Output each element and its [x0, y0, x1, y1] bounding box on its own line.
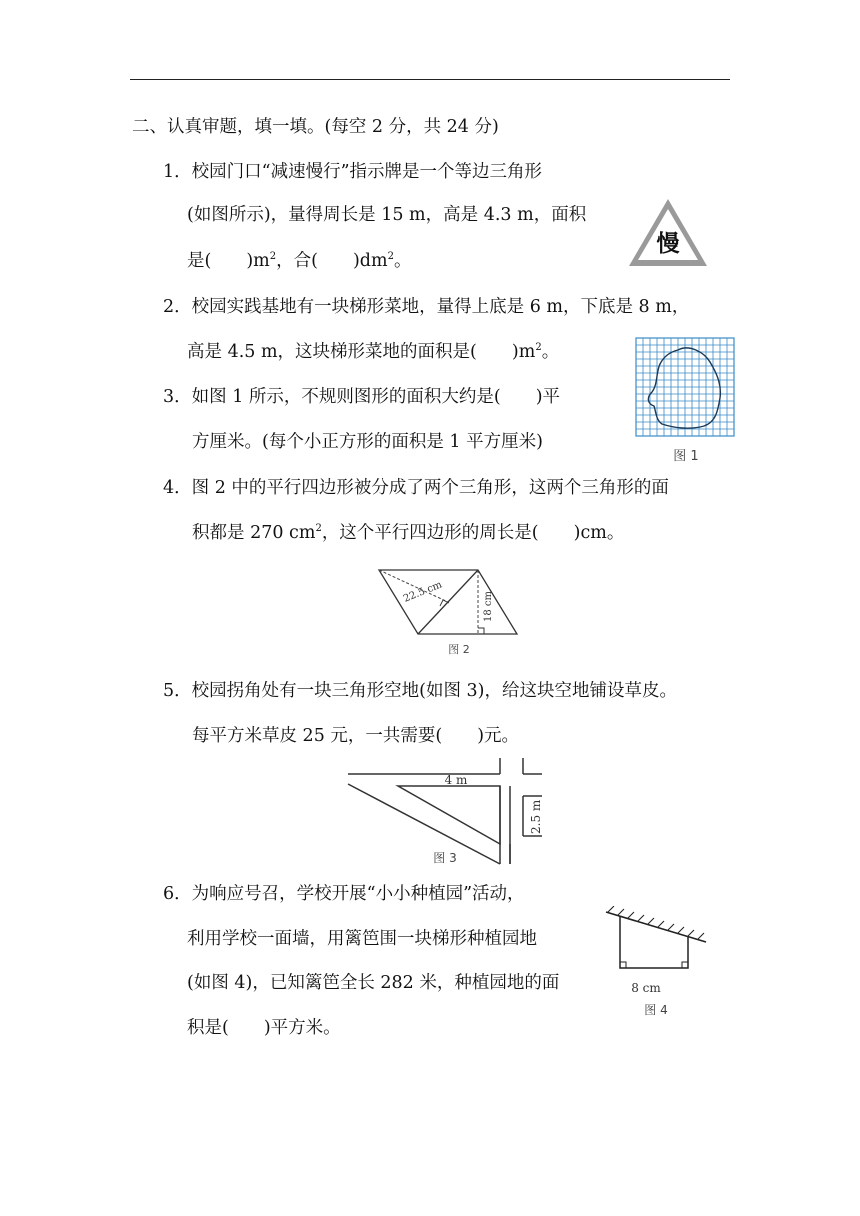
section-title: 二、认真审题，填一填。(每空 2 分，共 24 分)	[132, 117, 499, 137]
q5-line-1: 5．校园拐角处有一块三角形空地(如图 3)，给这块空地铺设草皮。	[163, 681, 677, 701]
q3-line-2: 方厘米。(每个小正方形的面积是 1 平方厘米)	[192, 432, 543, 452]
q2-line-2: 高是 4.5 m，这块梯形菜地的面积是( )$m^2$。	[187, 342, 560, 362]
q3-line-1: 3．如图 1 所示，不规则图形的面积大约是( )平	[163, 387, 561, 407]
slow-sign-figure	[626, 196, 710, 270]
q1-line-2: (如图所示)，量得周长是 15 m，高是 4.3 m，面积	[187, 205, 587, 225]
figure-2-caption: 图 2	[448, 643, 470, 656]
q1-line-1: 1．校园门口“减速慢行”指示牌是一个等边三角形	[163, 162, 543, 182]
q5-line-2: 每平方米草皮 25 元，一共需要( )元。	[192, 726, 520, 746]
q2-line-1: 2．校园实践基地有一块梯形菜地，量得上底是 6 m，下底是 8 m，	[163, 297, 690, 317]
figure-4-garden	[600, 906, 712, 1020]
q6-line-2: 利用学校一面墙，用篱笆围一块梯形种植园地	[187, 929, 537, 949]
header-rule	[130, 79, 730, 80]
figure-3-side-label: 2.5 m	[529, 799, 543, 834]
figure-2-diag-label: 22.5 cm	[402, 579, 444, 605]
q6-line-3: (如图 4)，已知篱笆全长 282 米，种植园地的面	[187, 973, 560, 993]
sign-text: 慢	[656, 230, 680, 257]
q6-line-1: 6．为响应号召，学校开展“小小种植园”活动，	[163, 884, 525, 904]
figure-1-caption: 图 1	[673, 449, 699, 464]
q6-line-4: 积是( )平方米。	[187, 1018, 341, 1038]
figure-3-triangle-lot	[346, 756, 552, 868]
figure-3-caption: 图 3	[433, 851, 457, 865]
figure-2-parallelogram	[372, 564, 524, 658]
figure-4-caption: 图 4	[644, 1003, 668, 1017]
figure-2-height-label: 18 cm	[483, 591, 494, 622]
figure-4-bottom-label: 8 cm	[631, 981, 661, 995]
q1-line-3: 是( )$m^2$，合( )$dm^2$。	[187, 251, 412, 271]
q4-line-2: 积都是 270 $cm^2$，这个平行四边形的周长是( )cm。	[192, 523, 625, 543]
figure-1-grid	[634, 336, 738, 466]
figure-3-top-label: 4 m	[444, 773, 468, 787]
q4-line-1: 4．图 2 中的平行四边形被分成了两个三角形，这两个三角形的面	[163, 478, 669, 498]
